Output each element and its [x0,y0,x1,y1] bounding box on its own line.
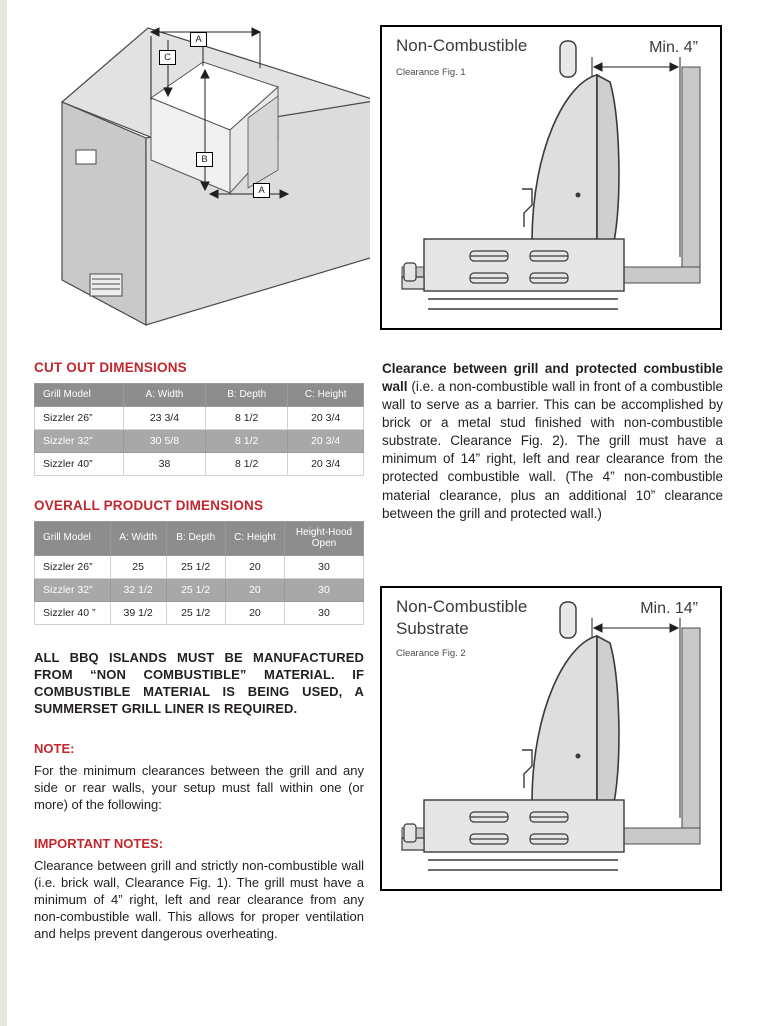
cutout-header-width: A: Width [123,384,205,407]
cell-width: 30 5/8 [123,429,205,452]
left-column [34,360,364,942]
figure2-min-label: Min. 14” [640,600,698,617]
cell-width: 32 1/2 [110,578,166,601]
table-header-row [35,521,364,555]
cell-width: 38 [123,452,205,475]
island-svg [20,10,370,340]
cell-depth: 25 1/2 [166,601,225,624]
figure1-min-label: Min. 4” [649,39,698,56]
cell-model: Sizzler 40 ” [35,601,111,624]
dimension-label-a-bottom: A [253,183,270,198]
cell-height: 20 3/4 [288,452,364,475]
protected-wall-lead: Clearance between grill and protected combustible wall [382,361,723,395]
cell-height: 20 3/4 [288,429,364,452]
dimension-label-c: C [159,50,176,65]
cell-depth: 25 1/2 [166,555,225,578]
important-notes-text: Clearance between grill and strictly non-combustible wall (i.e. brick wall, Clearance Fig. 1). The grill must have a minimum of 4” right, left and rear clearance from any non-combustible wall. This allows for proper ventilation and helps prevent dangerous overheating. [34,857,364,942]
cell-model: Sizzler 32” [35,578,111,601]
table-header-row [35,384,364,407]
cutout-header-depth: B: Depth [206,384,288,407]
cell-hood-open: 30 [285,601,364,624]
figure1-drawing [382,27,720,328]
clearance-figure-1 [380,25,722,330]
dimension-label-a-top: A [190,32,207,47]
table-row [35,601,364,624]
cell-model: Sizzler 26” [35,406,124,429]
note-heading: NOTE: [34,741,75,757]
figure2-subtitle: Clearance Fig. 2 [396,648,466,659]
cell-depth: 8 1/2 [206,429,288,452]
important-notes-heading: IMPORTANT NOTES: [34,835,164,851]
island-isometric-drawing [20,10,370,340]
figure2-drawing [382,588,720,889]
cell-model: Sizzler 40” [35,452,124,475]
cell-width: 25 [110,555,166,578]
page-left-edge [0,0,7,1026]
table-row [35,452,364,475]
overall-dimensions-heading: OVERALL PRODUCT DIMENSIONS [34,497,264,513]
table-row [35,429,364,452]
cell-hood-open: 30 [285,578,364,601]
figure2-title-line2: Substrate [396,619,469,638]
clearance-figure-2 [380,586,722,891]
island-material-statement: ALL BBQ ISLANDS MUST BE MANUFACTURED FROM “NON COMBUSTIBLE” MATERIAL. IF COMBUSTIBLE MATERIAL IS BEING USED, A SUMMERSET GRILL LINER IS REQUIRED. [34,649,364,716]
table-row [35,555,364,578]
table-row [35,578,364,601]
overall-header-depth: B: Depth [166,521,225,555]
cutout-dimensions-table [34,383,364,476]
overall-header-width: A: Width [110,521,166,555]
protected-wall-paragraph [382,360,723,523]
figure1-title: Non-Combustible [396,36,528,55]
dimension-label-b: B [196,152,213,167]
cutout-header-model: Grill Model [35,384,124,407]
right-column [382,360,723,523]
cell-height: 20 3/4 [288,406,364,429]
cell-width: 23 3/4 [123,406,205,429]
table-row [35,406,364,429]
cell-width: 39 1/2 [110,601,166,624]
cell-depth: 8 1/2 [206,406,288,429]
note-text: For the minimum clearances between the grill and any side or rear walls, your setup must fall within one (or more) of the following: [34,763,364,813]
cell-height: 20 [225,578,284,601]
cell-depth: 8 1/2 [206,452,288,475]
figure1-subtitle: Clearance Fig. 1 [396,67,466,78]
overall-header-height: C: Height [225,521,284,555]
cell-hood-open: 30 [285,555,364,578]
cell-model: Sizzler 32” [35,429,124,452]
cutout-dimensions-heading: CUT OUT DIMENSIONS [34,360,187,375]
overall-header-model: Grill Model [35,521,111,555]
cell-height: 20 [225,601,284,624]
overall-header-hood-open: Height-Hood Open [285,521,364,555]
cell-depth: 25 1/2 [166,578,225,601]
cutout-header-height: C: Height [288,384,364,407]
cell-model: Sizzler 26” [35,555,111,578]
protected-wall-rest: (i.e. a non-combustible wall in front of a combustible wall to serve as a barrier. This can be accomplished by brick or a metal stud finished with non-combustible substrate. Clearance Fig. 2). The grill must have a minimum of 14” right, left and rear clearance from the protected combustible wall. (The 4” non-combustible material clearance, plus an additional 10” clearance between the grill and protected wall.) [382,379,723,521]
overall-dimensions-table [34,521,364,625]
cell-height: 20 [225,555,284,578]
figure2-title-line1: Non-Combustible [396,597,528,616]
